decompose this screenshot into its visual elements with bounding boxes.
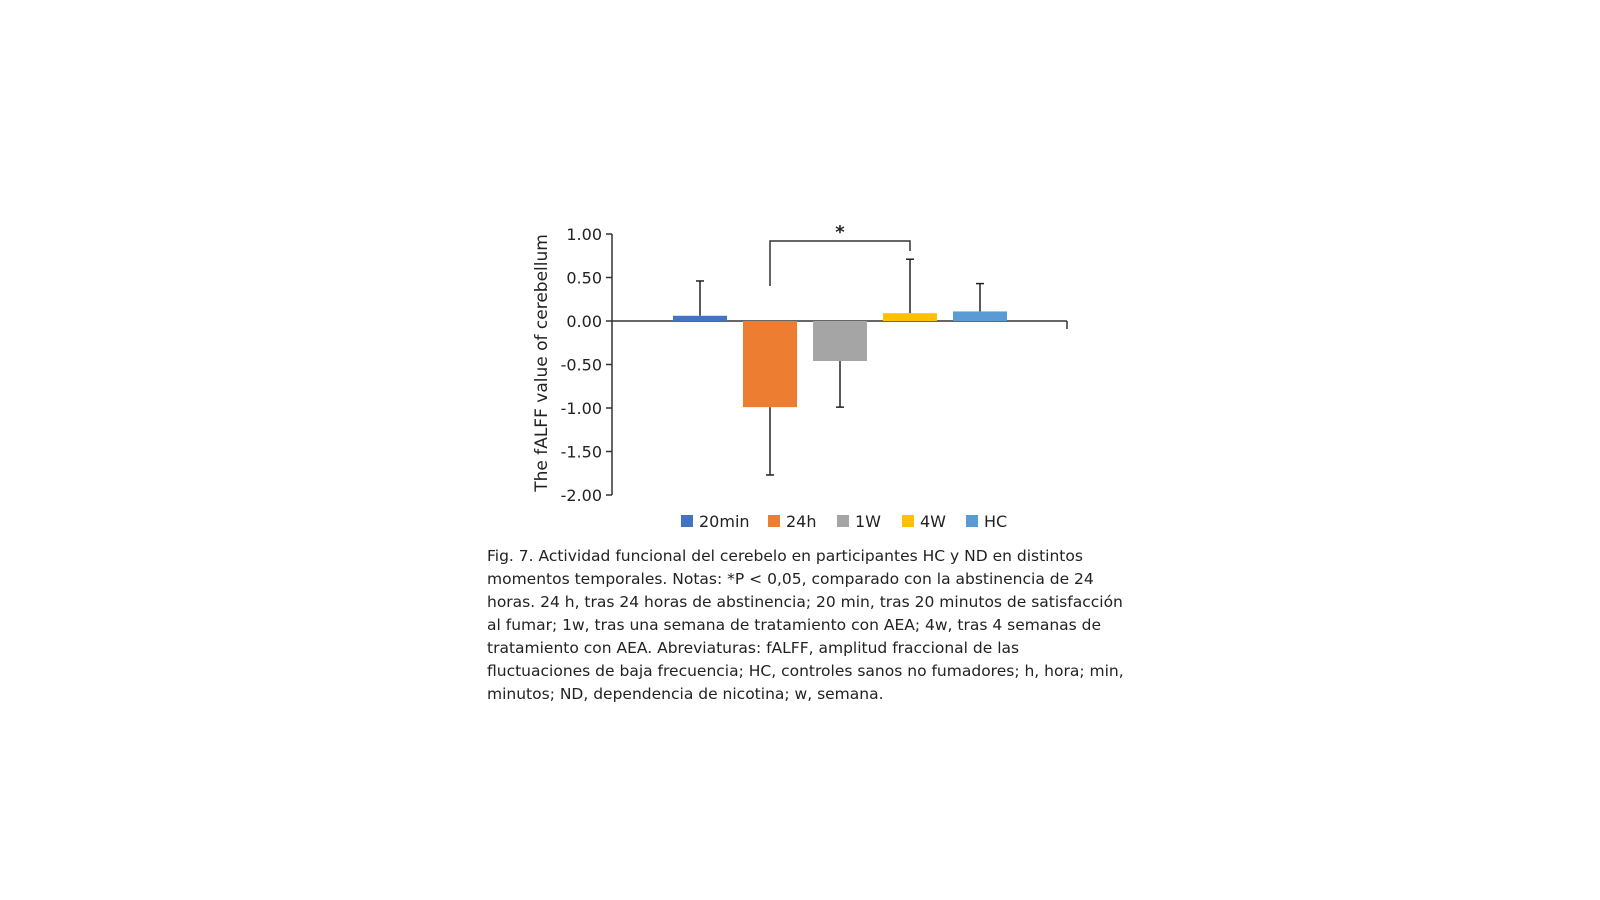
bar-20min <box>673 316 727 321</box>
legend-label: 24h <box>786 512 817 531</box>
legend-label: 4W <box>920 512 946 531</box>
legend-swatch <box>902 515 914 527</box>
significance-bracket <box>770 222 910 286</box>
bar-1w <box>813 321 867 361</box>
figure-caption: Fig. 7. Actividad funcional del cerebelo en participantes HC y ND en distintos momentos temporales. Notas: *P < 0,05, comparado con la abstinencia de 24 horas. 24 h, tras 24 horas de abstinencia; 20 min, tras 20 minutos de satisfacción al fumar; 1w, tras una semana de tratamiento con AEA; 4w, tras 4 semanas de tratamiento con AEA. Abreviaturas: fALFF, amplitud fraccional de las fluctuaciones de baja frecuencia; HC, controles sanos no fumadores; h, hora; min, minutos; ND, dependencia de nicotina; w, semana. <box>487 547 1124 703</box>
y-tick-label: -1.50 <box>560 442 602 462</box>
y-ticks <box>561 225 612 505</box>
legend-label: HC <box>984 512 1008 531</box>
y-tick-label: -1.00 <box>560 399 602 418</box>
bar-4w <box>883 313 937 321</box>
significance-star: * <box>835 222 845 243</box>
legend-swatch <box>768 515 780 527</box>
legend-label: 1W <box>855 512 881 531</box>
legend-swatch <box>966 515 978 527</box>
legend-swatch <box>681 515 693 527</box>
legend-swatch <box>837 515 849 527</box>
bar-24h <box>743 321 797 407</box>
bar-hc <box>953 311 1007 321</box>
y-tick-label: 0.00 <box>566 312 602 331</box>
error-bars <box>696 259 984 475</box>
y-tick-label: 1.00 <box>566 225 602 244</box>
y-axis-label: The fALFF value of cerebellum <box>532 234 552 492</box>
y-tick-label: -2.00 <box>560 486 602 505</box>
y-tick-label: 0.50 <box>566 268 602 288</box>
legend-label: 20min <box>699 512 750 531</box>
significance-bracket-line <box>770 241 910 286</box>
legend <box>681 512 1007 531</box>
y-tick-label: -0.50 <box>560 355 602 375</box>
